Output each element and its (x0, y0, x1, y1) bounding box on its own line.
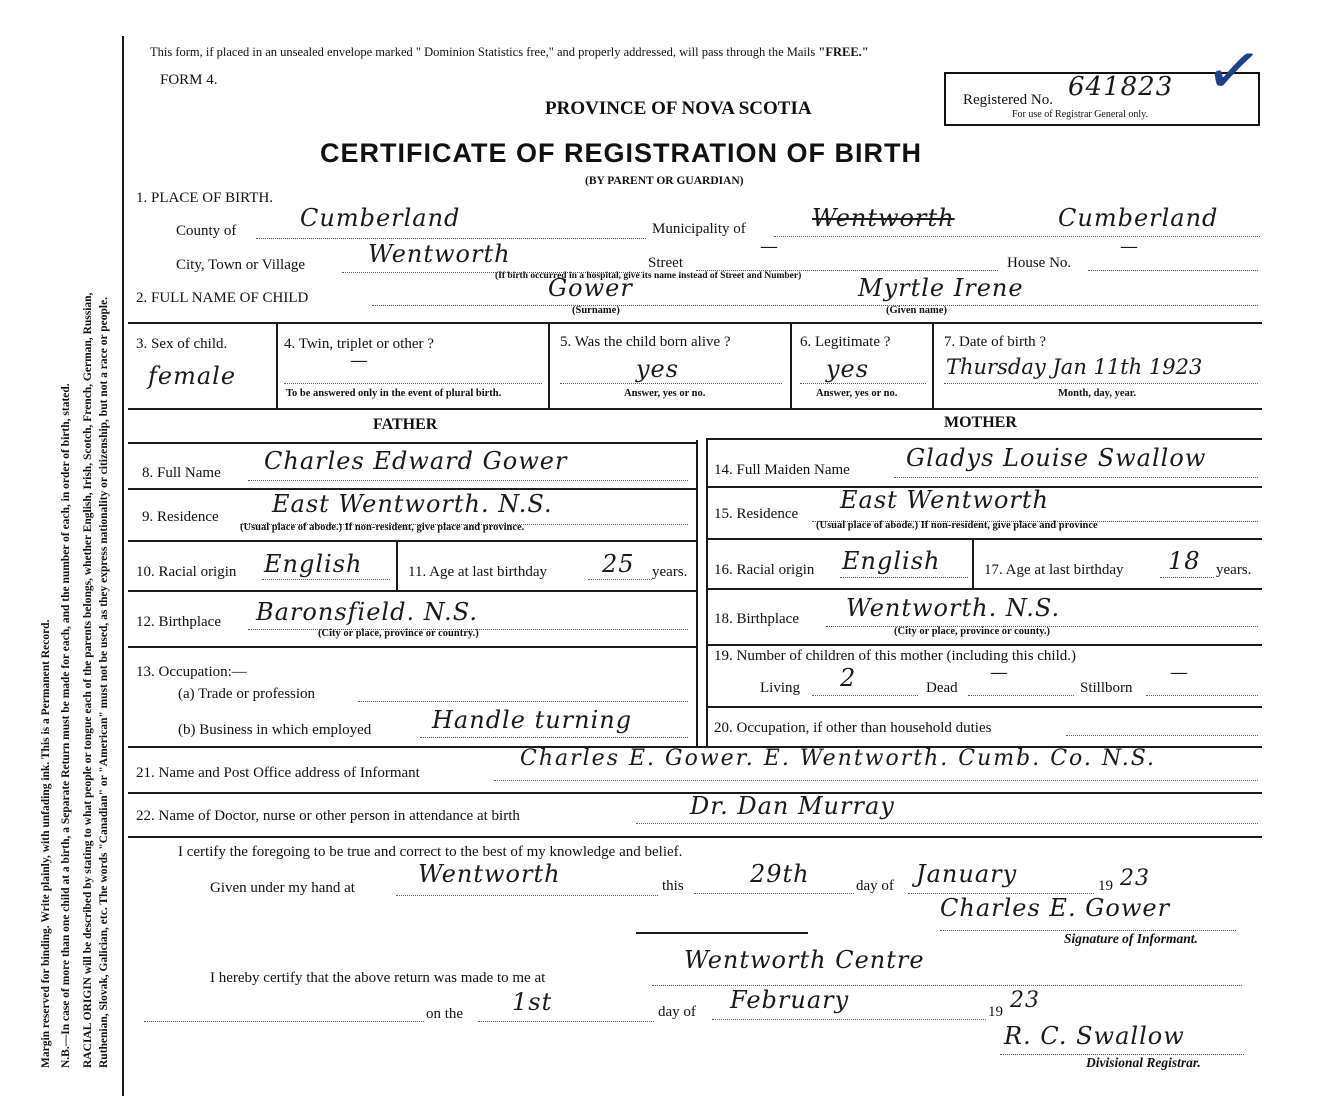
registrar-on-label: on the (426, 1006, 464, 1022)
father-residence-value: East Wentworth. N.S. (272, 490, 553, 518)
alive-value: yes (636, 355, 680, 383)
this-label: this (662, 878, 684, 894)
twin-label: 4. Twin, triplet or other ? (284, 336, 434, 352)
twin-note: To be answered only in the event of plural birth. (286, 388, 502, 399)
mother-name-value: Gladys Louise Swallow (906, 444, 1207, 472)
mail-note: This form, if placed in an unsealed envelope marked " Dominion Statistics free," and properly addressed, will pass through the Mails "FREE." (150, 45, 869, 59)
legitimate-label: 6. Legitimate ? (800, 334, 891, 350)
alive-label: 5. Was the child born alive ? (560, 334, 731, 350)
house-label: House No. (1007, 255, 1072, 271)
margin-note-racial-2: Ruthenian, Slovak, Galician, etc. The words "Canadian" or "American" must not be used, as they express nationality or citizenship, but not a race or people. (98, 296, 110, 1068)
informant-label: 21. Name and Post Office address of Informant (136, 765, 420, 781)
mother-years-label: years. (1216, 562, 1252, 578)
living-value: 2 (840, 664, 857, 692)
city-value: Wentworth (368, 240, 511, 268)
street-value: — (760, 236, 779, 257)
dob-note: Month, day, year. (1058, 388, 1137, 399)
mother-children-label: 19. Number of children of this mother (including this child.) (714, 648, 1077, 664)
sex-label: 3. Sex of child. (136, 336, 228, 352)
municipality-value: Cumberland (1058, 204, 1219, 232)
father-trade-label: (a) Trade or profession (178, 686, 316, 702)
mother-age-value: 18 (1168, 547, 1201, 575)
father-residence-note: (Usual place of abode.) If non-resident, give place and province. (240, 522, 525, 533)
sex-value: female (148, 362, 237, 390)
cert-year-value: 23 (1120, 866, 1150, 891)
cert-day-of-label: day of (856, 878, 894, 894)
father-birthplace-note: (City or place, province or country.) (318, 628, 479, 639)
legitimate-value: yes (826, 355, 870, 383)
place-of-birth-heading: 1. PLACE OF BIRTH. (136, 190, 274, 206)
margin-note-nb: N.B.—In case of more than one child at a birth, a Separate Return must be made for each, and the number of each, in order of birth, stated. (60, 383, 72, 1068)
father-racial-value: English (264, 550, 363, 578)
father-heading: FATHER (373, 416, 438, 433)
father-occupation-label: 13. Occupation:— (136, 664, 247, 680)
mother-name-label: 14. Full Maiden Name (714, 462, 850, 478)
surname-note: (Surname) (572, 305, 620, 316)
legitimate-note: Answer, yes or no. (816, 388, 898, 399)
dead-label: Dead (926, 680, 958, 696)
county-value: Cumberland (300, 204, 461, 232)
child-given-name: Myrtle Irene (858, 274, 1024, 302)
father-racial-label: 10. Racial origin (136, 564, 237, 580)
municipality-struck-value: Wentworth (812, 204, 955, 232)
registrar-year-prefix: 19 (988, 1004, 1003, 1020)
cert-year-prefix: 19 (1098, 878, 1113, 894)
mother-occupation-label: 20. Occupation, if other than household duties (714, 720, 992, 736)
county-label: County of (176, 223, 237, 239)
registrar-month-value: February (730, 986, 850, 1014)
father-birthplace-value: Baronsfield. N.S. (256, 598, 479, 626)
form-number: FORM 4. (160, 72, 218, 88)
doctor-label: 22. Name of Doctor, nurse or other person in attendance at birth (136, 808, 520, 824)
informant-signature: Charles E. Gower (940, 894, 1171, 922)
certify-statement: I certify the foregoing to be true and correct to the best of my knowledge and belief. (178, 844, 683, 860)
doctor-value: Dr. Dan Murray (690, 792, 895, 820)
father-business-value: Handle turning (432, 706, 633, 734)
mother-heading: MOTHER (944, 414, 1017, 431)
cert-day-value: 29th (750, 860, 810, 888)
mother-birthplace-value: Wentworth. N.S. (846, 594, 1061, 622)
dead-value: — (990, 662, 1009, 683)
father-business-label: (b) Business in which employed (178, 722, 372, 738)
stillborn-label: Stillborn (1080, 680, 1133, 696)
registered-number: 641823 (1068, 72, 1174, 102)
registrar-year-value: 23 (1010, 988, 1040, 1013)
alive-note: Answer, yes or no. (624, 388, 706, 399)
hospital-note: (If birth occurred in a hospital, give its name instead of Street and Number) (495, 271, 802, 281)
margin-note-racial-1: RACIAL ORIGIN will be described by stating to what people or tongue each of the parents belongs, whether English, Irish, Scotch, French, German, Russian, (82, 292, 94, 1068)
father-years-label: years. (652, 564, 688, 580)
mother-racial-label: 16. Racial origin (714, 562, 815, 578)
dob-label: 7. Date of birth ? (944, 334, 1047, 350)
registrar-place-value: Wentworth Centre (684, 946, 925, 974)
father-age-label: 11. Age at last birthday (408, 564, 547, 580)
father-birthplace-label: 12. Birthplace (136, 614, 221, 630)
dob-value: Thursday Jan 11th 1923 (946, 355, 1203, 379)
registrar-note: For use of Registrar General only. (1012, 109, 1148, 120)
registrar-statement: I hereby certify that the above return was made to me at (210, 970, 546, 986)
mother-residence-note: (Usual place of abode.) If non-resident, give place and province (816, 520, 1098, 531)
certificate-title: CERTIFICATE OF REGISTRATION OF BIRTH (320, 138, 922, 168)
mother-birthplace-note: (City or place, province or county.) (894, 626, 1051, 637)
certificate-subtitle: (BY PARENT OR GUARDIAN) (585, 175, 744, 187)
house-value: — (1120, 236, 1139, 257)
mother-birthplace-label: 18. Birthplace (714, 611, 799, 627)
stillborn-value: — (1170, 662, 1189, 683)
registrar-day-of-label: day of (658, 1004, 696, 1020)
city-label: City, Town or Village (176, 257, 306, 273)
registrar-day-value: 1st (512, 988, 553, 1016)
given-at-label: Given under my hand at (210, 880, 355, 896)
margin-note-binding: Margin reserved for binding. Write plainly, with unfading ink. This is a Permanent Record. (40, 619, 52, 1068)
father-age-value: 25 (602, 550, 635, 578)
registered-label: Registered No. (963, 92, 1053, 108)
given-at-value: Wentworth (418, 860, 561, 888)
signature-of-informant-label: Signature of Informant. (1064, 931, 1198, 946)
given-name-note: (Given name) (886, 305, 947, 316)
living-label: Living (760, 680, 800, 696)
mother-residence-value: East Wentworth (840, 486, 1049, 514)
child-surname: Gower (548, 274, 633, 302)
father-name-label: 8. Full Name (142, 465, 221, 481)
father-name-value: Charles Edward Gower (264, 447, 568, 475)
cert-month-value: January (916, 860, 1018, 888)
province-heading: PROVINCE OF NOVA SCOTIA (545, 98, 812, 119)
mother-residence-label: 15. Residence (714, 506, 799, 522)
twin-value: — (350, 350, 369, 371)
mother-age-label: 17. Age at last birthday (984, 562, 1124, 578)
binding-margin-line (122, 36, 124, 1096)
street-label: Street (648, 255, 683, 271)
divisional-registrar-label: Divisional Registrar. (1086, 1055, 1201, 1070)
mother-racial-value: English (842, 547, 941, 575)
check-mark-icon: ✓ (1199, 28, 1268, 115)
municipality-label: Municipality of (652, 221, 746, 237)
child-name-label: 2. FULL NAME OF CHILD (136, 290, 309, 306)
registrar-signature: R. C. Swallow (1004, 1022, 1185, 1050)
informant-value: Charles E. Gower. E. Wentworth. Cumb. Co. N.S. (520, 746, 1156, 771)
father-residence-label: 9. Residence (142, 509, 219, 525)
